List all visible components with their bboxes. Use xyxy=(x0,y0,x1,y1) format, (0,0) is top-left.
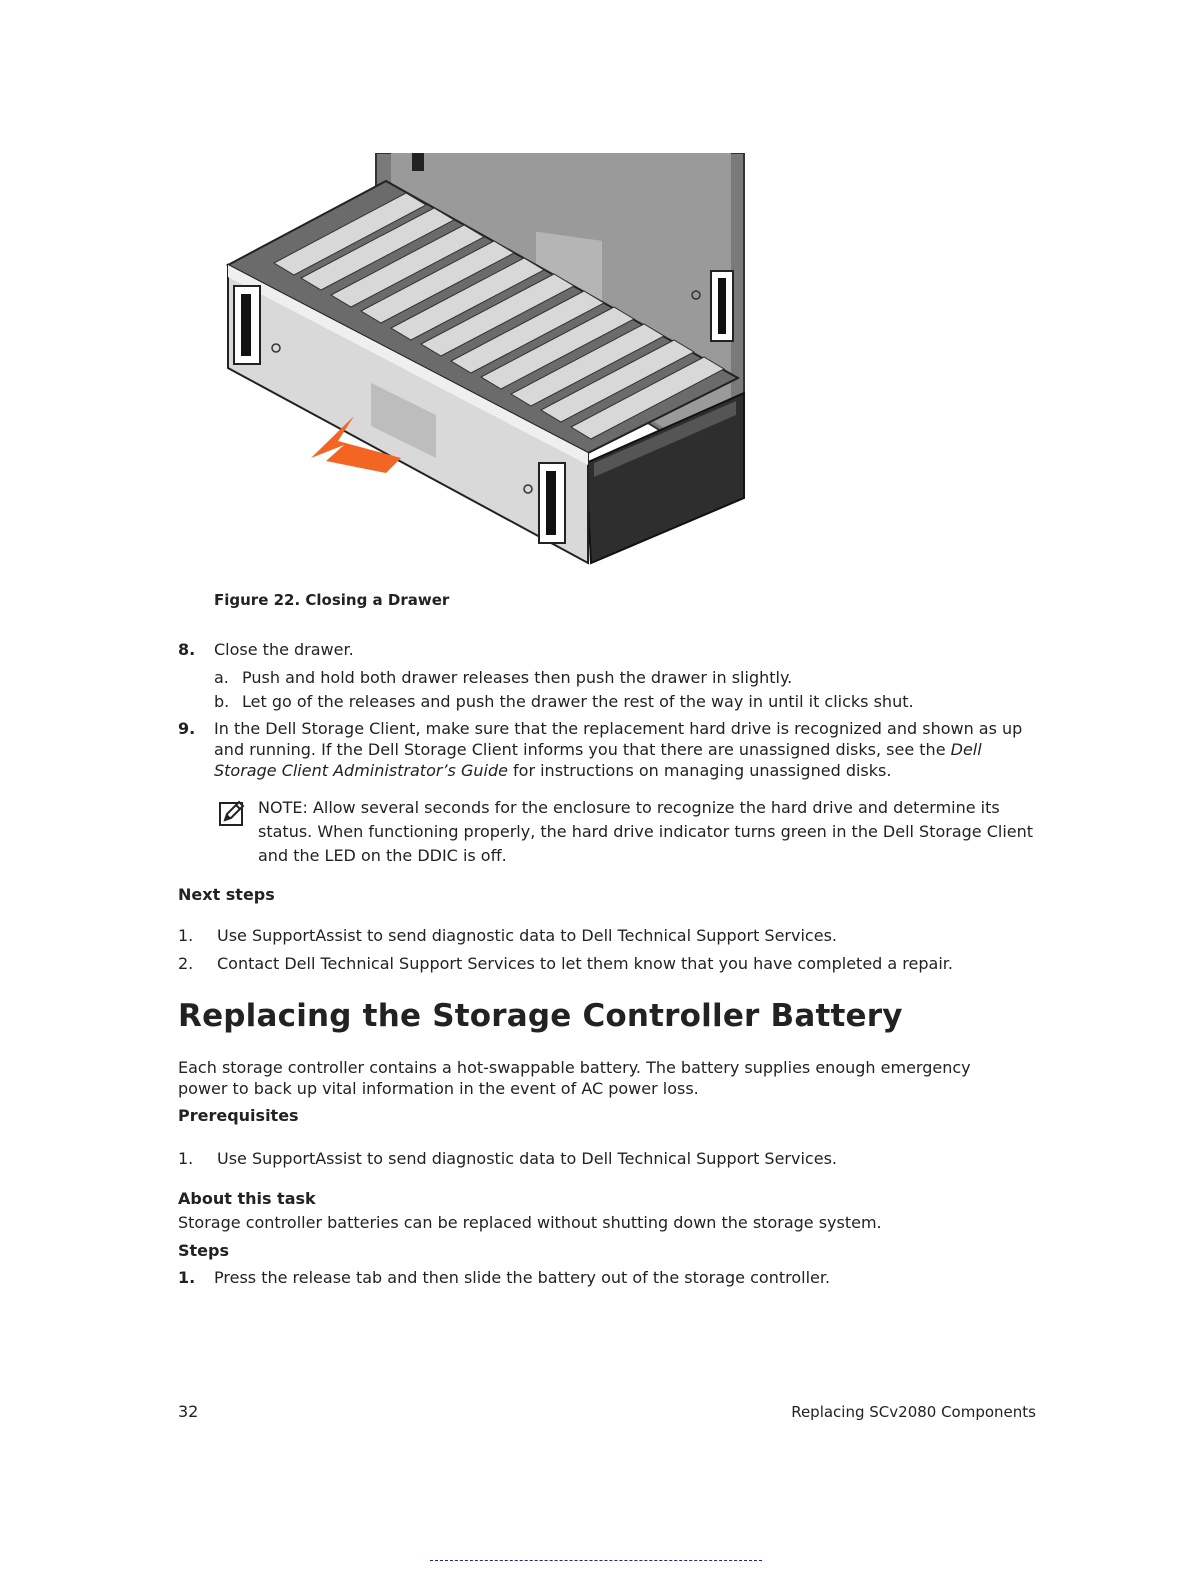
substep-text: Push and hold both drawer releases then push the drawer in slightly. xyxy=(242,668,793,687)
list-text: Use SupportAssist to send diagnostic data to Dell Technical Support Services. xyxy=(217,1149,837,1168)
list-number: 1. xyxy=(178,1149,194,1168)
next-steps-heading: Next steps xyxy=(178,885,275,904)
note-text xyxy=(258,796,1048,868)
guide-title: Dell Storage Client Administrator’s Guide xyxy=(214,740,982,780)
step-number: 8. xyxy=(178,640,196,659)
step-number: 1. xyxy=(178,1268,196,1287)
substep-letter: b. xyxy=(214,692,230,711)
list-text: Use SupportAssist to send diagnostic data to Dell Technical Support Services. xyxy=(217,926,837,945)
substep-text: Let go of the releases and push the drawer the rest of the way in until it clicks shut. xyxy=(242,692,914,711)
step-number: 9. xyxy=(178,719,196,738)
note-body: Allow several seconds for the enclosure to recognize the hard drive and determine its status. When functioning properly, the hard drive indicator turns green in the Dell Storage Client and the LED on the DDIC is off. xyxy=(258,798,1034,865)
step-text-part: In the Dell Storage Client, make sure that the replacement hard drive is recognized and shown as up and running. If the Dell Storage Client informs you that there are unassigned disks, see the xyxy=(214,719,1023,759)
page-bottom-rule xyxy=(430,1560,762,1561)
chapter-title: Replacing SCv2080 Components xyxy=(791,1403,1036,1421)
step-text: Close the drawer. xyxy=(214,640,354,659)
section-intro: Each storage controller contains a hot-swappable battery. The battery supplies enough emergency power to back up vital information in the event of AC power loss. xyxy=(178,1058,971,1098)
note-label: NOTE: xyxy=(258,798,308,817)
step-text xyxy=(214,718,1038,781)
about-task-heading: About this task xyxy=(178,1189,316,1208)
pencil-note-icon xyxy=(219,800,245,826)
list-text: Contact Dell Technical Support Services to let them know that you have completed a repair. xyxy=(217,954,953,973)
about-task-text: Storage controller batteries can be replaced without shutting down the storage system. xyxy=(178,1213,882,1232)
list-number: 1. xyxy=(178,926,194,945)
drawer-illustration xyxy=(226,153,746,568)
step-text-part: for instructions on managing unassigned disks. xyxy=(507,761,892,780)
list-number: 2. xyxy=(178,954,194,973)
step-text: Press the release tab and then slide the battery out of the storage controller. xyxy=(214,1268,831,1287)
prerequisites-heading: Prerequisites xyxy=(178,1106,299,1125)
page-number: 32 xyxy=(178,1402,199,1421)
section-title: Replacing the Storage Controller Battery xyxy=(178,998,903,1034)
steps-heading: Steps xyxy=(178,1241,229,1260)
substep-letter: a. xyxy=(214,668,229,687)
figure-caption: Figure 22. Closing a Drawer xyxy=(214,591,450,609)
